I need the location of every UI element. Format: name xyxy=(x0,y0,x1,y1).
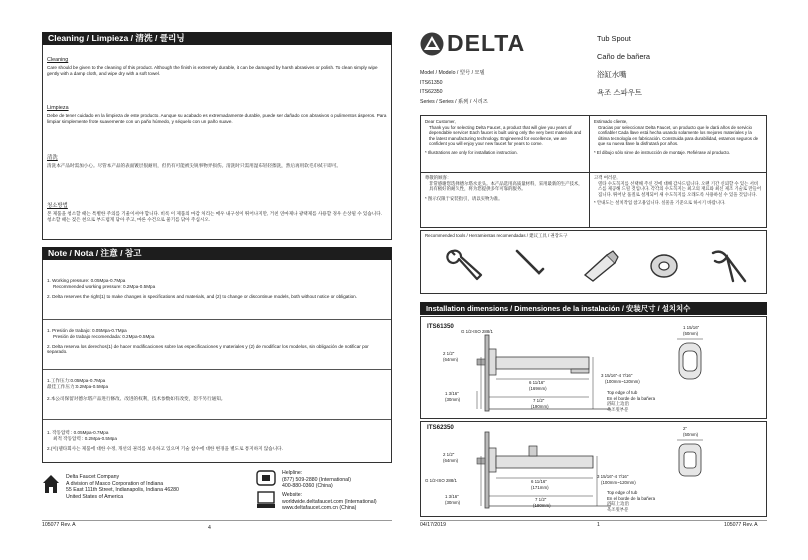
delta-logo-icon xyxy=(420,32,444,56)
hex-key-icon xyxy=(513,245,547,286)
cleaning-es-title: Limpieza xyxy=(47,105,69,111)
dear-zh-note: * 图示仅限于安装指引，请以实物为准。 xyxy=(425,195,503,201)
cleaning-en-title: Cleaning xyxy=(47,57,69,63)
diagram-1-tub-ko: 욕조윗부분 xyxy=(607,406,629,412)
diagram-2-depth: 1 3/16" xyxy=(445,494,459,499)
dear-es-note: * El dibujo sólo sirve de instrucción de montaje. Refiérase al producto. xyxy=(594,149,731,155)
diagram-2-height: 2 1/2" xyxy=(443,452,455,457)
helpline-number-2: 400-880-0360 (China) xyxy=(282,483,333,490)
note-zh-1b: 最佳工作压力:0.2Mpa-0.5Mpa xyxy=(47,383,109,389)
cleaning-en-body: Care should be given to the cleaning of this product. Although the finish is extremely durable, it can be damaged by harsh abrasives or polish. To clean simply wipe gently with a damp cloth, and wipe dry with a soft towel. xyxy=(47,65,378,76)
diagram-2-height-mm: (64mm) xyxy=(443,458,459,463)
helpline-number-1: (877) 509-2880 (International) xyxy=(282,476,351,483)
dear-es-title: Estimado cliente, xyxy=(594,119,628,124)
diagram-1-wall: 3 15/16"-4 7/16" xyxy=(601,373,633,378)
company-line-2: A division of Masco Corporation of Indiana xyxy=(66,480,164,487)
product-title-block xyxy=(597,30,767,102)
diagram-1-total-mm: (190mm) xyxy=(531,404,549,409)
title-zh: 浴缸水嘴 xyxy=(597,70,627,79)
right-footer-date: 04/17/2019 xyxy=(420,522,446,528)
diagram-2-tub-en: Top edge of tub xyxy=(607,490,638,495)
diagram-1-side-mm: (50mm) xyxy=(683,331,699,336)
diagram-2-tub-zh: 浴缸上边沿 xyxy=(607,501,629,507)
diagram-2-drawing xyxy=(421,422,766,516)
dear-ko-note: * 안내도는 설치작업 참고용입니다. 실물을 기준으로 하시기 바랍니다. xyxy=(594,200,726,206)
diagram-1-tub-es: En el borde de la bañera xyxy=(607,395,656,401)
website-1: worldwide.deltafaucet.com (International) xyxy=(282,498,377,505)
company-block xyxy=(66,474,236,500)
series-label: Series / Series / 系列 / 시리즈 xyxy=(420,98,488,105)
left-footer-doc: 105077 Rev. A xyxy=(42,522,76,528)
cleaning-zh-title: 清洗 xyxy=(47,155,58,161)
brand-wordmark: DELTA xyxy=(447,30,526,56)
diagram-1-tub-edge xyxy=(607,390,697,412)
recommended-tools-box xyxy=(420,230,767,294)
sealant-tube-icon xyxy=(581,249,621,288)
model-2: ITS62350 xyxy=(420,89,443,96)
model-1: ITS61350 xyxy=(420,79,443,86)
adjustable-wrench-icon xyxy=(445,245,485,290)
diagram-1-tub-en: Top edge of tub xyxy=(607,390,638,395)
title-ko: 욕조 스파우트 xyxy=(597,88,642,97)
helpline-label: Helpline: xyxy=(282,470,303,476)
diagram-2-tub-es: En el borde de la bañera xyxy=(607,495,656,501)
home-icon xyxy=(42,474,60,494)
diagram-2-side-mm: (50mm) xyxy=(683,432,699,437)
dear-zh-title: 尊敬的顾客： xyxy=(425,175,452,180)
note-en-1a: 1. Working pressure: 0.05Mpa-0.7Mpa xyxy=(47,278,126,283)
diagram-1-tub-zh: 浴缸上边沿 xyxy=(607,401,629,407)
model-label: Model / Modelo / 型号 / 모델 xyxy=(420,70,485,76)
diagram-2-tub-edge xyxy=(607,490,697,512)
diagram-2-total-mm: (190mm) xyxy=(533,503,551,508)
note-ko-1b: 최적 작동압력 : 0.2Mpa-0.5Mpa xyxy=(53,435,117,441)
diagram-2-label: ITS62350 xyxy=(427,424,454,431)
note-ko-1a: 1. 작동압력 : 0.05Mpa-0.7Mpa xyxy=(47,430,109,435)
dear-en-note: * Illustrations are only for installation instruction. xyxy=(425,149,518,155)
diagram-1-iso: G 1/2-ISO 288/1 xyxy=(461,329,493,334)
pliers-icon xyxy=(707,245,749,292)
cleaning-ko-title: 청소방법 xyxy=(47,203,68,209)
note-es-2: 2. Delta reserva los derechos(1) de hacer modificaciones sobre las especificaciones y materiales y (2) de modificar los modelos, sin obligación de notificar por separado. xyxy=(47,343,369,355)
model-block xyxy=(420,70,590,105)
diagram-2-tub-ko: 욕조윗부분 xyxy=(607,506,629,512)
company-name: Delta Faucet Company xyxy=(66,474,120,480)
phone-icon xyxy=(256,470,276,486)
title-en: Tub Spout xyxy=(597,34,631,43)
dear-es-body: Gracias por seleccionar Delta Faucet, un producto que le dará años de servicio confiable! Cada llave está hecha usando solamente los mejores materiales y la última tecnología en fabricación. Construida para durabilidad, estamos seguros de que su nueva llave la disfrutará por años. xyxy=(598,124,759,147)
diagram-1-length-mm: (169mm) xyxy=(529,386,547,391)
website-label: Website: xyxy=(282,492,303,498)
diagram-1-height: 2 1/2" xyxy=(443,351,455,356)
note-zh-1a: 1.工作压力:0.05Mpa-0.7Mpa xyxy=(47,378,106,383)
diagram-2-iso: G 1/2-ISO 288/1 xyxy=(425,478,457,483)
diagram-1-wall-mm: (100mm~120mm) xyxy=(605,379,640,384)
helpline-block xyxy=(282,470,402,490)
diagram-2-length-mm: (171mm) xyxy=(531,485,549,490)
diagram-2-wall-mm: (100mm~120mm) xyxy=(601,480,636,485)
diagram-2-side: 2" xyxy=(683,426,688,431)
cleaning-es-body: Debe de tener cuidado en la limpieza de este producto. Aunque su acabado es extremadamente durable, puede ser dañado con abrasivos o pulimentos ásperos. Para limpiar simplemente frote suavemente con un paño húmedo, y séquelo con un paño suave. xyxy=(47,113,387,124)
diagram-2-depth-mm: (30mm) xyxy=(445,500,461,505)
note-ko-2: 2.(이)델타회사는 제품에 대한 수정, 개선의 권리를 보유하고 있으며 기술 참수에 대한 변경을 별도로 통지하지 않습니다. xyxy=(47,445,283,451)
installation-dimensions-header: Installation dimensions / Dimensiones de la instalación / 安装尺寸 / 설치치수 xyxy=(420,302,767,315)
diagram-1-length: 6 11/16" xyxy=(529,380,545,385)
computer-icon xyxy=(256,491,276,509)
dear-customer-box xyxy=(420,115,767,228)
diagram-1-side: 1 15/16" xyxy=(683,325,700,330)
diagram-2-length: 6 11/16" xyxy=(531,479,547,484)
note-en-2: 2. Delta reserves the right(1) to make changes in specifications and materials, and (2) to change or discontinue models, both without notice or obligation. xyxy=(47,293,357,299)
tools-label: Recommended tools / Herramientas recomendadas / 建议工具 / 권장도구 xyxy=(425,233,568,238)
diagram-its62350 xyxy=(420,421,767,517)
cleaning-zh-body: 清洗本产品时需加小心。尽管本产品的表面镀层很耐用，但仍有可能被尖锐事物弄损伤。清洗时只需用湿布轻轻擦洗，然后再用软毛巾拭干即可。 xyxy=(47,163,342,168)
note-section xyxy=(42,247,392,463)
note-header: Note / Nota / 注意 / 참고 xyxy=(42,247,392,260)
title-es: Caño de bañera xyxy=(597,52,651,61)
note-zh-2: 2.本公司保留对德尔塔产品进行修改、改进的权利，技术参数如有改变，恕不另行通知。 xyxy=(47,395,226,401)
note-es-1a: 1. Presión de trabajo: 0.05Mpa-0.7Mpa xyxy=(47,328,127,333)
company-line-3: 55 East 111th Street, Indianapolis, Indiana 46280 xyxy=(66,487,179,494)
dear-en-body: Thank you for selecting Delta Faucet, a product that will give you years of dependable service! Each faucet is built using only the very best materials and the latest manufacturing technology. Engineered for excellence, we are confident you will enjoy your new faucet for years to come. xyxy=(429,124,582,147)
cleaning-header: Cleaning / Limpieza / 清洗 / 클리닝 xyxy=(42,32,392,45)
right-footer-doc: 105077 Rev. A xyxy=(724,522,758,528)
dear-zh-body: 非常感谢您选择德尔塔水龙头。本产品选用高质量材料，采用最新的生产技术，具有极好的耐久性，将为您提供多年可靠的服务。 xyxy=(429,180,583,192)
diagram-1-total: 7 1/2" xyxy=(533,398,545,403)
diagram-its61350 xyxy=(420,316,767,419)
diagram-1-depth: 1 3/16" xyxy=(445,391,459,396)
company-line-4: United States of America xyxy=(66,493,124,500)
thread-tape-icon xyxy=(649,253,679,284)
cleaning-section xyxy=(42,32,392,240)
dear-ko-body: 델타 수도꼭지를 선택해 주신 것에 대해 감사드립니다. 오랜 기간 신뢰할 수 있는 서비스를 제공해 드릴 것입니다. 각각의 수도꼭지는 최고의 재료와 최신 제조 기술로 만들어집니다. 뛰어난 품질로 설계되어 새 수도꼭지를 오래도록 사용하실 수 있을 것입니다. xyxy=(598,180,762,197)
right-footer-page: 1 xyxy=(597,522,600,528)
diagram-2-wall: 3 15/16"-4 7/16" xyxy=(597,474,629,479)
dear-ko-title: 고객 여러분, xyxy=(594,175,618,180)
website-2: www.deltafaucet.com.cn (China) xyxy=(282,505,357,512)
website-block xyxy=(282,492,402,512)
diagram-1-depth-mm: (30mm) xyxy=(445,397,461,402)
left-footer-page: 4 xyxy=(208,525,211,531)
dear-en-title: Dear Customer, xyxy=(425,119,456,124)
note-es-1b: Presión de trabajo recomendada: 0.2Mpa-0.5Mpa xyxy=(53,333,155,339)
diagram-1-label: ITS61350 xyxy=(427,323,454,330)
cleaning-ko-body: 본 제품을 청소할 때는 특별한 주의를 기울이셔야 합니다. 비록 이 제품의 마감 처리는 매우 내구성이 뛰어나지만, 거친 연마제나 광택제를 사용할 경우 손상될 수 있습니다. 청소할 때는 젖은 천으로 부드럽게 닦아 주고, 마른 수건으로 물기를 닦아 주십시오. xyxy=(47,211,382,222)
diagram-1-height-mm: (64mm) xyxy=(443,357,459,362)
diagram-2-total: 7 1/2" xyxy=(535,497,547,502)
note-en-1b: Recommended working pressure: 0.2Mpa-0.5Mpa xyxy=(53,283,156,289)
